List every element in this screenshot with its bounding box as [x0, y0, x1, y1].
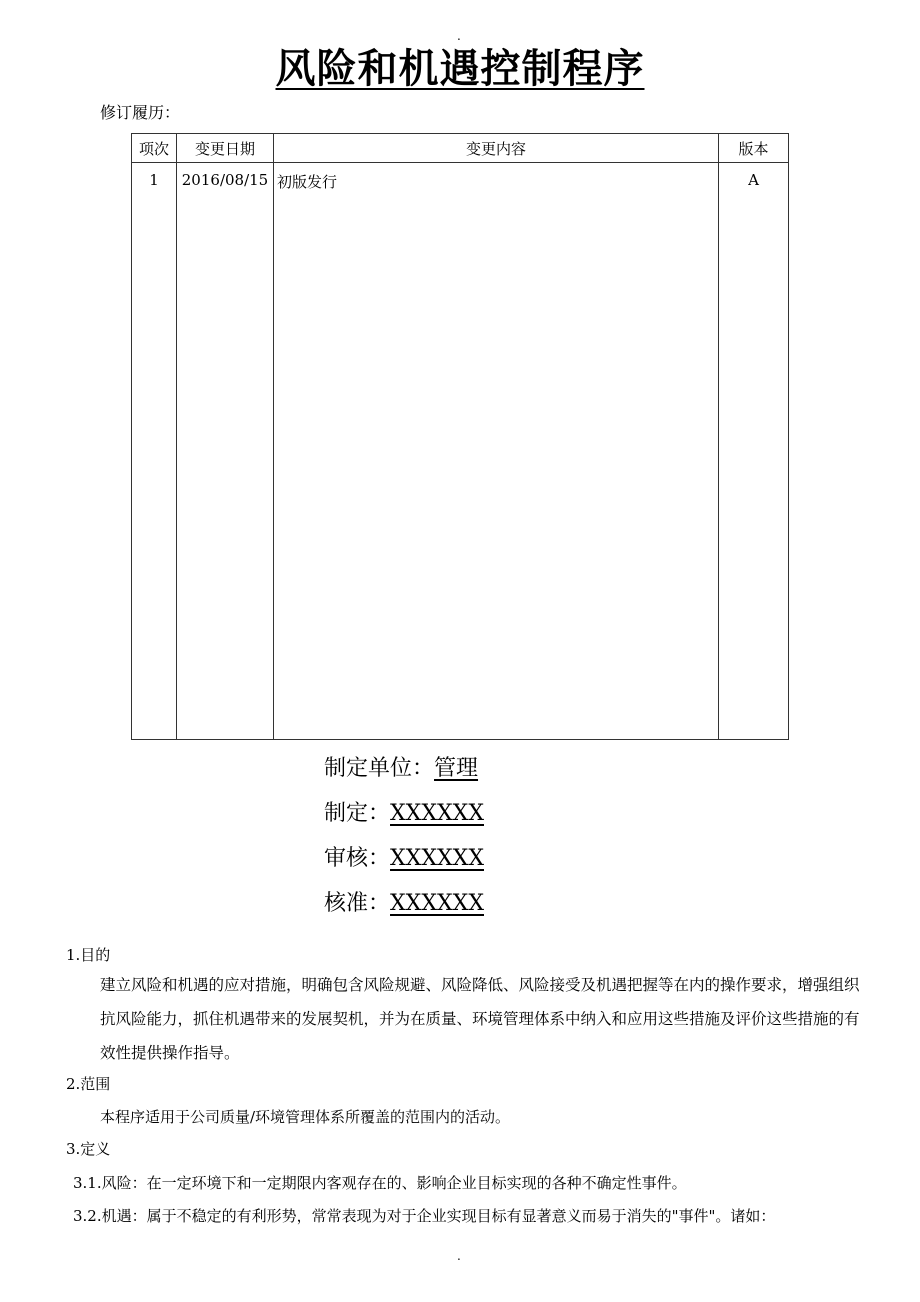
section-1-heading: 1.目的 [66, 946, 111, 964]
cell-date: 2016/08/15 [177, 163, 274, 740]
col-header-version: 版本 [719, 134, 789, 163]
table-row [132, 163, 789, 740]
approver-value: XXXXXX [390, 891, 484, 916]
reviewer-label: 审核： [324, 846, 391, 871]
section-3-2: 3.2.机遇：属于不稳定的有利形势，常常表现为对于企业实现目标有显著意义而易于消失的"事件"。诸如： [73, 1207, 776, 1225]
document-title-text: 风险和机遇控制程序 [275, 46, 645, 92]
table-header-row [132, 134, 789, 163]
section-1-text: 建立风险和机遇的应对措施，明确包含风险规避、风险降低、风险接受及机遇把握等在内的操作要求，增强组织抗风险能力，抓住机遇带来的发展契机，并为在质量、环境管理体系中纳入和应用这些措施及评价这些措施的有效性提供操作指导。 [100, 976, 860, 1062]
cell-no: 1 [132, 163, 177, 740]
section-3-1: 3.1.风险：在一定环境下和一定期限内客观存在的、影响企业目标实现的各种不确定性事件。 [73, 1174, 687, 1192]
maker-label: 制定： [324, 801, 391, 826]
signoff-unit [324, 754, 478, 784]
signoff-approver [324, 889, 484, 919]
col-header-no: 项次 [132, 134, 177, 163]
reviewer-value: XXXXXX [390, 846, 484, 871]
page-mark-top: . [457, 29, 461, 43]
col-header-content: 变更内容 [274, 134, 719, 163]
revision-history-table [131, 133, 789, 740]
page-mark-bottom: . [457, 1249, 461, 1263]
approver-label: 核准： [324, 891, 391, 916]
cell-version: A [719, 163, 789, 740]
unit-label: 制定单位： [324, 756, 435, 781]
col-header-date: 变更日期 [177, 134, 274, 163]
unit-value: 管理 [434, 756, 479, 781]
section-2-heading: 2.范围 [66, 1075, 111, 1093]
signoff-maker [324, 799, 484, 829]
revision-history-label: 修订履历： [100, 103, 181, 122]
section-2-text: 本程序适用于公司质量/环境管理体系所覆盖的范围内的活动。 [100, 1108, 511, 1126]
document-title [0, 44, 920, 94]
section-3-heading: 3.定义 [66, 1140, 111, 1158]
maker-value: XXXXXX [390, 801, 484, 826]
signoff-reviewer [324, 844, 484, 874]
cell-content: 初版发行 [274, 163, 719, 740]
